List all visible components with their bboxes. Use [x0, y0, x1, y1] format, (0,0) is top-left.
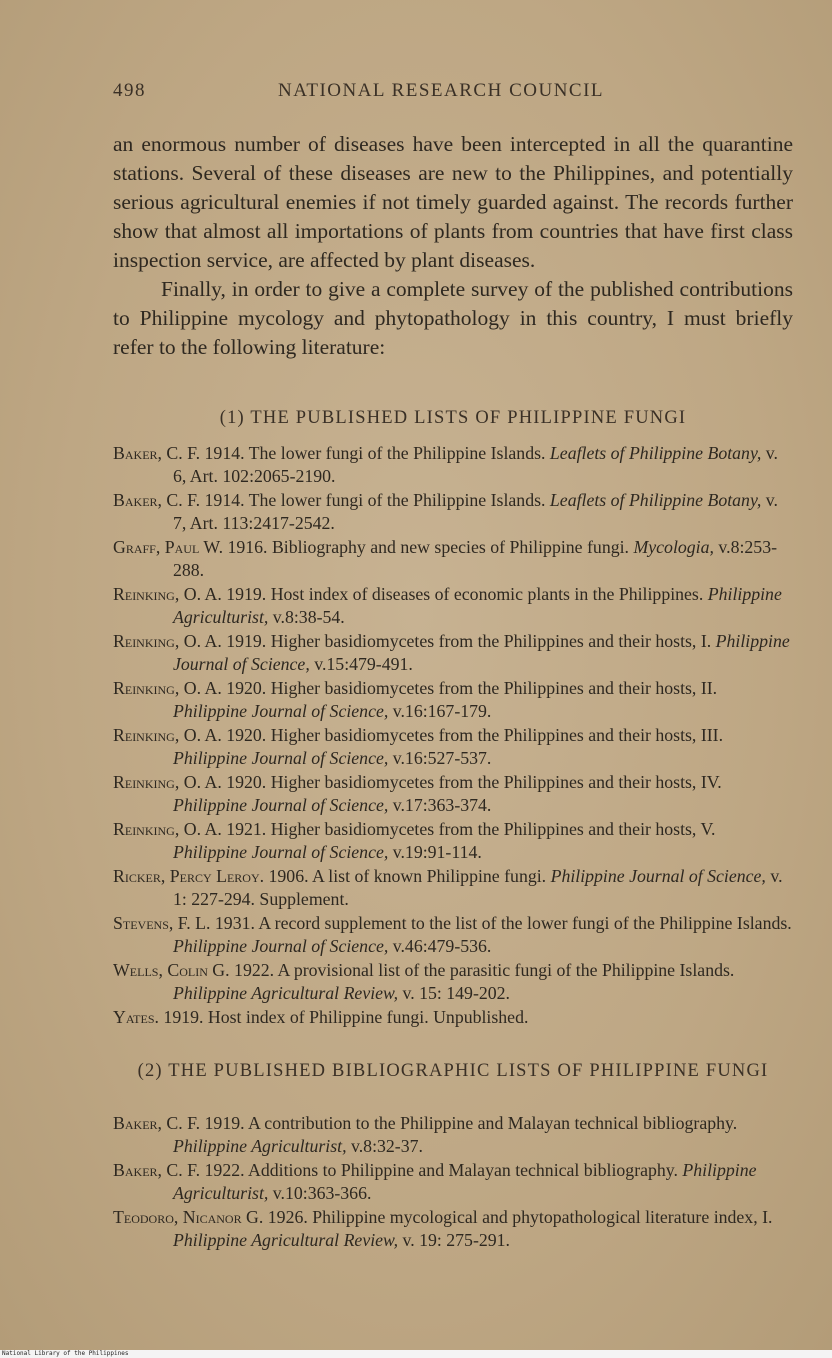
reference-entry	[113, 489, 793, 535]
reference-text: 1919. Host index of Philippine fungi. Unpublished.	[163, 1007, 529, 1027]
reference-author: Ricker, Percy Leroy.	[113, 866, 265, 886]
reference-author: Reinking, O. A.	[113, 819, 222, 839]
paragraph-1: an enormous number of diseases have been intercepted in all the quarantine stations. Several of these diseases are new to the Philippines, and potentially serious agricultural enemies if not timely guarded against. The records further show that almost all importations of plants from countries that have first class inspection service, are affected by plant diseases.	[113, 132, 793, 272]
reference-author: Reinking, O. A.	[113, 772, 222, 792]
reference-detail: v. 7, Art. 113:2417-2542.	[173, 490, 778, 533]
body-text	[113, 130, 793, 362]
reference-entry	[113, 1206, 793, 1252]
page-number: 498	[113, 80, 146, 101]
page-header	[113, 80, 788, 110]
reference-text: 1920. Higher basidiomycetes from the Philippines and their hosts, II.	[226, 678, 718, 698]
reference-entry	[113, 818, 793, 864]
reference-journal: Philippine Journal of Science,	[173, 842, 389, 862]
paragraph-2: Finally, in order to give a complete survey of the published contributions to Philippine mycology and phytopathology in this country, I must briefly refer to the following literature:	[113, 277, 793, 359]
reference-journal: Philippine Agriculturist,	[173, 584, 782, 627]
reference-text: 1919. A contribution to the Philippine and Malayan technical bibliography.	[204, 1113, 738, 1133]
reference-author: Reinking, O. A.	[113, 725, 222, 745]
reference-entry	[113, 724, 793, 770]
reference-author: Graff, Paul W.	[113, 537, 224, 557]
reference-text: 1926. Philippine mycological and phytopathological literature index, I.	[267, 1207, 773, 1227]
reference-journal: Philippine Agricultural Review,	[173, 1230, 399, 1250]
reference-author: Baker, C. F.	[113, 490, 201, 510]
reference-detail: v.10:363-366.	[272, 1183, 372, 1203]
reference-journal: Leaflets of Philippine Botany,	[549, 443, 762, 463]
reference-entry	[113, 1159, 793, 1205]
reference-text: 1916. Bibliography and new species of Philippine fungi.	[227, 537, 629, 557]
reference-text: 1914. The lower fungi of the Philippine Islands.	[204, 443, 546, 463]
reference-detail: v. 19: 275-291.	[402, 1230, 510, 1250]
reference-detail: v.8:32-37.	[351, 1136, 423, 1156]
section-1-references	[113, 442, 793, 1030]
library-credit: National Library of the Philippines	[0, 1350, 832, 1358]
reference-detail: v.19:91-114.	[392, 842, 482, 862]
reference-entry	[113, 442, 793, 488]
reference-author: Stevens, F. L.	[113, 913, 211, 933]
reference-journal: Philippine Agriculturist,	[173, 1136, 347, 1156]
reference-text: 1914. The lower fungi of the Philippine Islands.	[204, 490, 546, 510]
reference-detail: v. 1: 227-294. Supplement.	[173, 866, 783, 909]
reference-detail: v.15:479-491.	[314, 654, 413, 674]
reference-author: Reinking, O. A.	[113, 584, 222, 604]
reference-text: 1919. Higher basidiomycetes from the Philippines and their hosts, I.	[226, 631, 712, 651]
reference-text: 1922. A provisional list of the parasitic fungi of the Philippine Islands.	[234, 960, 735, 980]
reference-detail: v.16:167-179.	[392, 701, 492, 721]
reference-detail: v.46:479-536.	[392, 936, 492, 956]
reference-entry	[113, 630, 793, 676]
reference-text: 1922. Additions to Philippine and Malayan technical bibliography.	[204, 1160, 678, 1180]
reference-detail: v.17:363-374.	[392, 795, 492, 815]
reference-entry	[113, 1006, 793, 1029]
reference-text: 1906. A list of known Philippine fungi.	[268, 866, 547, 886]
reference-journal: Philippine Journal of Science,	[173, 936, 389, 956]
reference-detail: v.16:527-537.	[392, 748, 492, 768]
reference-journal: Philippine Journal of Science,	[173, 795, 389, 815]
section-1-heading: (1) THE PUBLISHED LISTS OF PHILIPPINE FUNGI	[219, 408, 687, 428]
reference-author: Baker, C. F.	[113, 1113, 201, 1133]
reference-journal: Philippine Journal of Science,	[173, 701, 389, 721]
reference-entry	[113, 536, 793, 582]
section-2-references	[113, 1112, 793, 1253]
reference-entry	[113, 959, 793, 1005]
reference-author: Baker, C. F.	[113, 443, 201, 463]
reference-journal: Philippine Journal of Science,	[173, 631, 790, 674]
reference-text: 1931. A record supplement to the list of the lower fungi of the Philippine Islands.	[214, 913, 792, 933]
reference-text: 1921. Higher basidiomycetes from the Philippines and their hosts, V.	[226, 819, 716, 839]
reference-journal: Mycologia,	[633, 537, 714, 557]
reference-journal: Philippine Journal of Science,	[173, 748, 389, 768]
reference-text: 1920. Higher basidiomycetes from the Philippines and their hosts, IV.	[226, 772, 722, 792]
running-title: NATIONAL RESEARCH COUNCIL	[278, 80, 605, 101]
reference-journal: Philippine Agricultural Review,	[173, 983, 399, 1003]
reference-author: Yates.	[113, 1007, 159, 1027]
section-2-heading: (2) THE PUBLISHED BIBLIOGRAPHIC LISTS OF PHILIPPINE FUNGI	[137, 1061, 769, 1081]
reference-entry	[113, 677, 793, 723]
reference-detail: v. 6, Art. 102:2065-2190.	[173, 443, 778, 486]
reference-journal: Philippine Agriculturist,	[173, 1160, 757, 1203]
reference-entry	[113, 1112, 793, 1158]
reference-text: 1920. Higher basidiomycetes from the Philippines and their hosts, III.	[226, 725, 724, 745]
reference-entry	[113, 583, 793, 629]
reference-author: Reinking, O. A.	[113, 631, 222, 651]
reference-detail: v.8:253-288.	[173, 537, 778, 580]
reference-author: Reinking, O. A.	[113, 678, 222, 698]
reference-journal: Leaflets of Philippine Botany,	[549, 490, 762, 510]
reference-journal: Philippine Journal of Science,	[550, 866, 766, 886]
reference-entry	[113, 771, 793, 817]
reference-author: Wells, Colin G.	[113, 960, 230, 980]
reference-entry	[113, 865, 793, 911]
reference-entry	[113, 912, 793, 958]
reference-detail: v. 15: 149-202.	[402, 983, 510, 1003]
reference-author: Baker, C. F.	[113, 1160, 201, 1180]
reference-text: 1919. Host index of diseases of economic plants in the Philippines.	[226, 584, 704, 604]
reference-detail: v.8:38-54.	[272, 607, 345, 627]
reference-author: Teodoro, Nicanor G.	[113, 1207, 264, 1227]
